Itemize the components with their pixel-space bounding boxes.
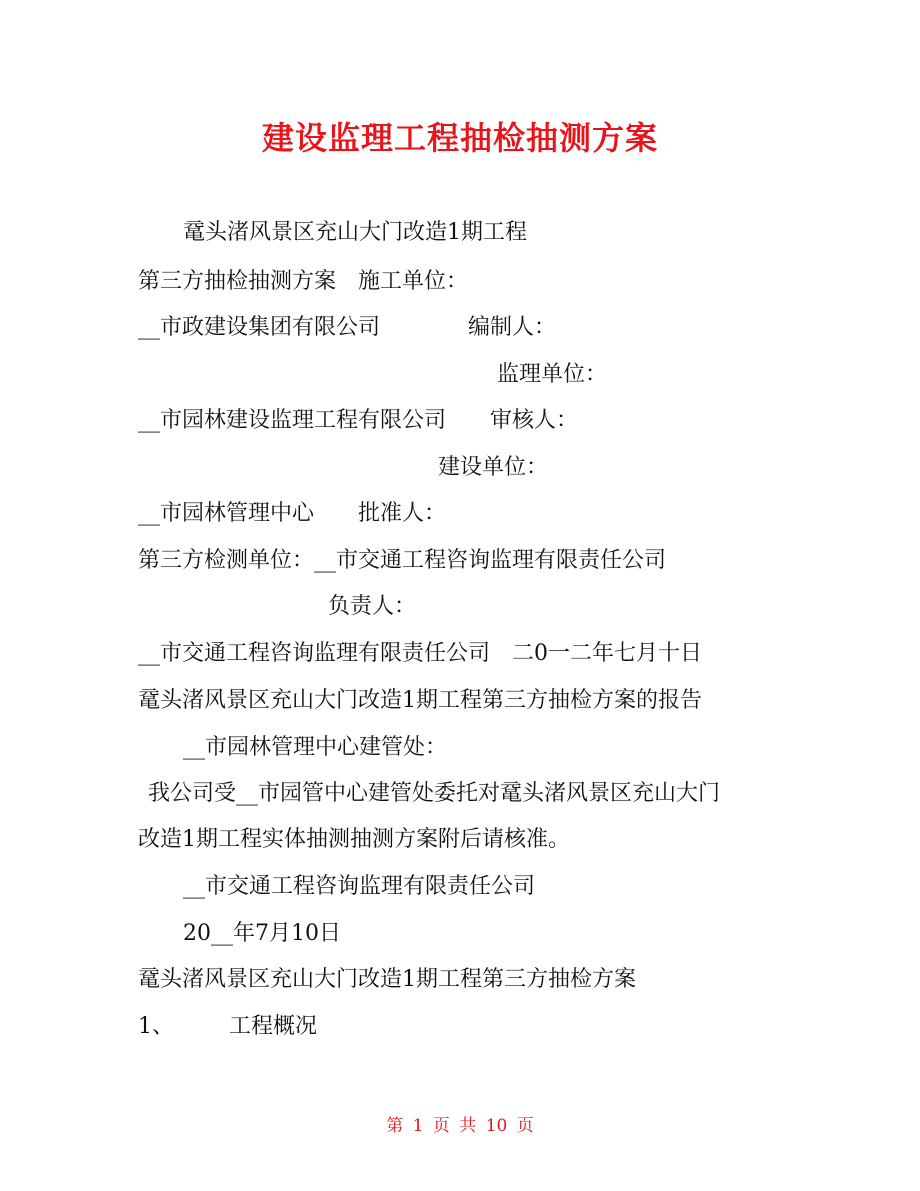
recipient-line: __市园林管理中心建管处： [183,735,448,760]
plan-heading-line: 鼋头渚风景区充山大门改造1期工程第三方抽检方案 [138,967,636,992]
signature-date-line: 20__年7月10日 [183,921,341,946]
testing-unit-line: 第三方检测单位：__市交通工程咨询监理有限责任公司 [138,548,667,573]
plan-and-contractor-label-line: 第三方抽检抽测方案 施工单位： [138,269,469,294]
owner-label-line: 建设单位： [438,455,549,480]
body-paragraph-line-2: 改造1期工程实体抽测抽测方案附后请核准。 [138,827,570,852]
project-name-line: 鼋头渚风景区充山大门改造1期工程 [183,220,527,245]
supervisor-label-line: 监理单位： [497,362,608,387]
owner-and-approver-line: __市园林管理中心 批准人： [138,501,447,526]
section-heading-1: 1、 工程概况 [138,1014,317,1039]
company-and-date-line: __市交通工程咨询监理有限责任公司 二0一二年七月十日 [138,641,702,666]
signature-company-line: __市交通工程咨询监理有限责任公司 [183,874,536,899]
page-number-footer: 第 1 页 共 10 页 [386,1116,534,1136]
document-title: 建设监理工程抽检抽测方案 [261,119,658,157]
supervisor-and-reviewer-line: __市园林建设监理工程有限公司 审核人： [138,408,579,433]
responsible-person-line: 负责人： [328,594,417,619]
body-paragraph-line-1: 我公司受__市园管中心建管处委托对鼋头渚风景区充山大门 [148,781,721,806]
report-title-line: 鼋头渚风景区充山大门改造1期工程第三方抽检方案的报告 [138,688,702,713]
contractor-and-preparer-line: __市政建设集团有限公司 编制人： [138,315,557,340]
